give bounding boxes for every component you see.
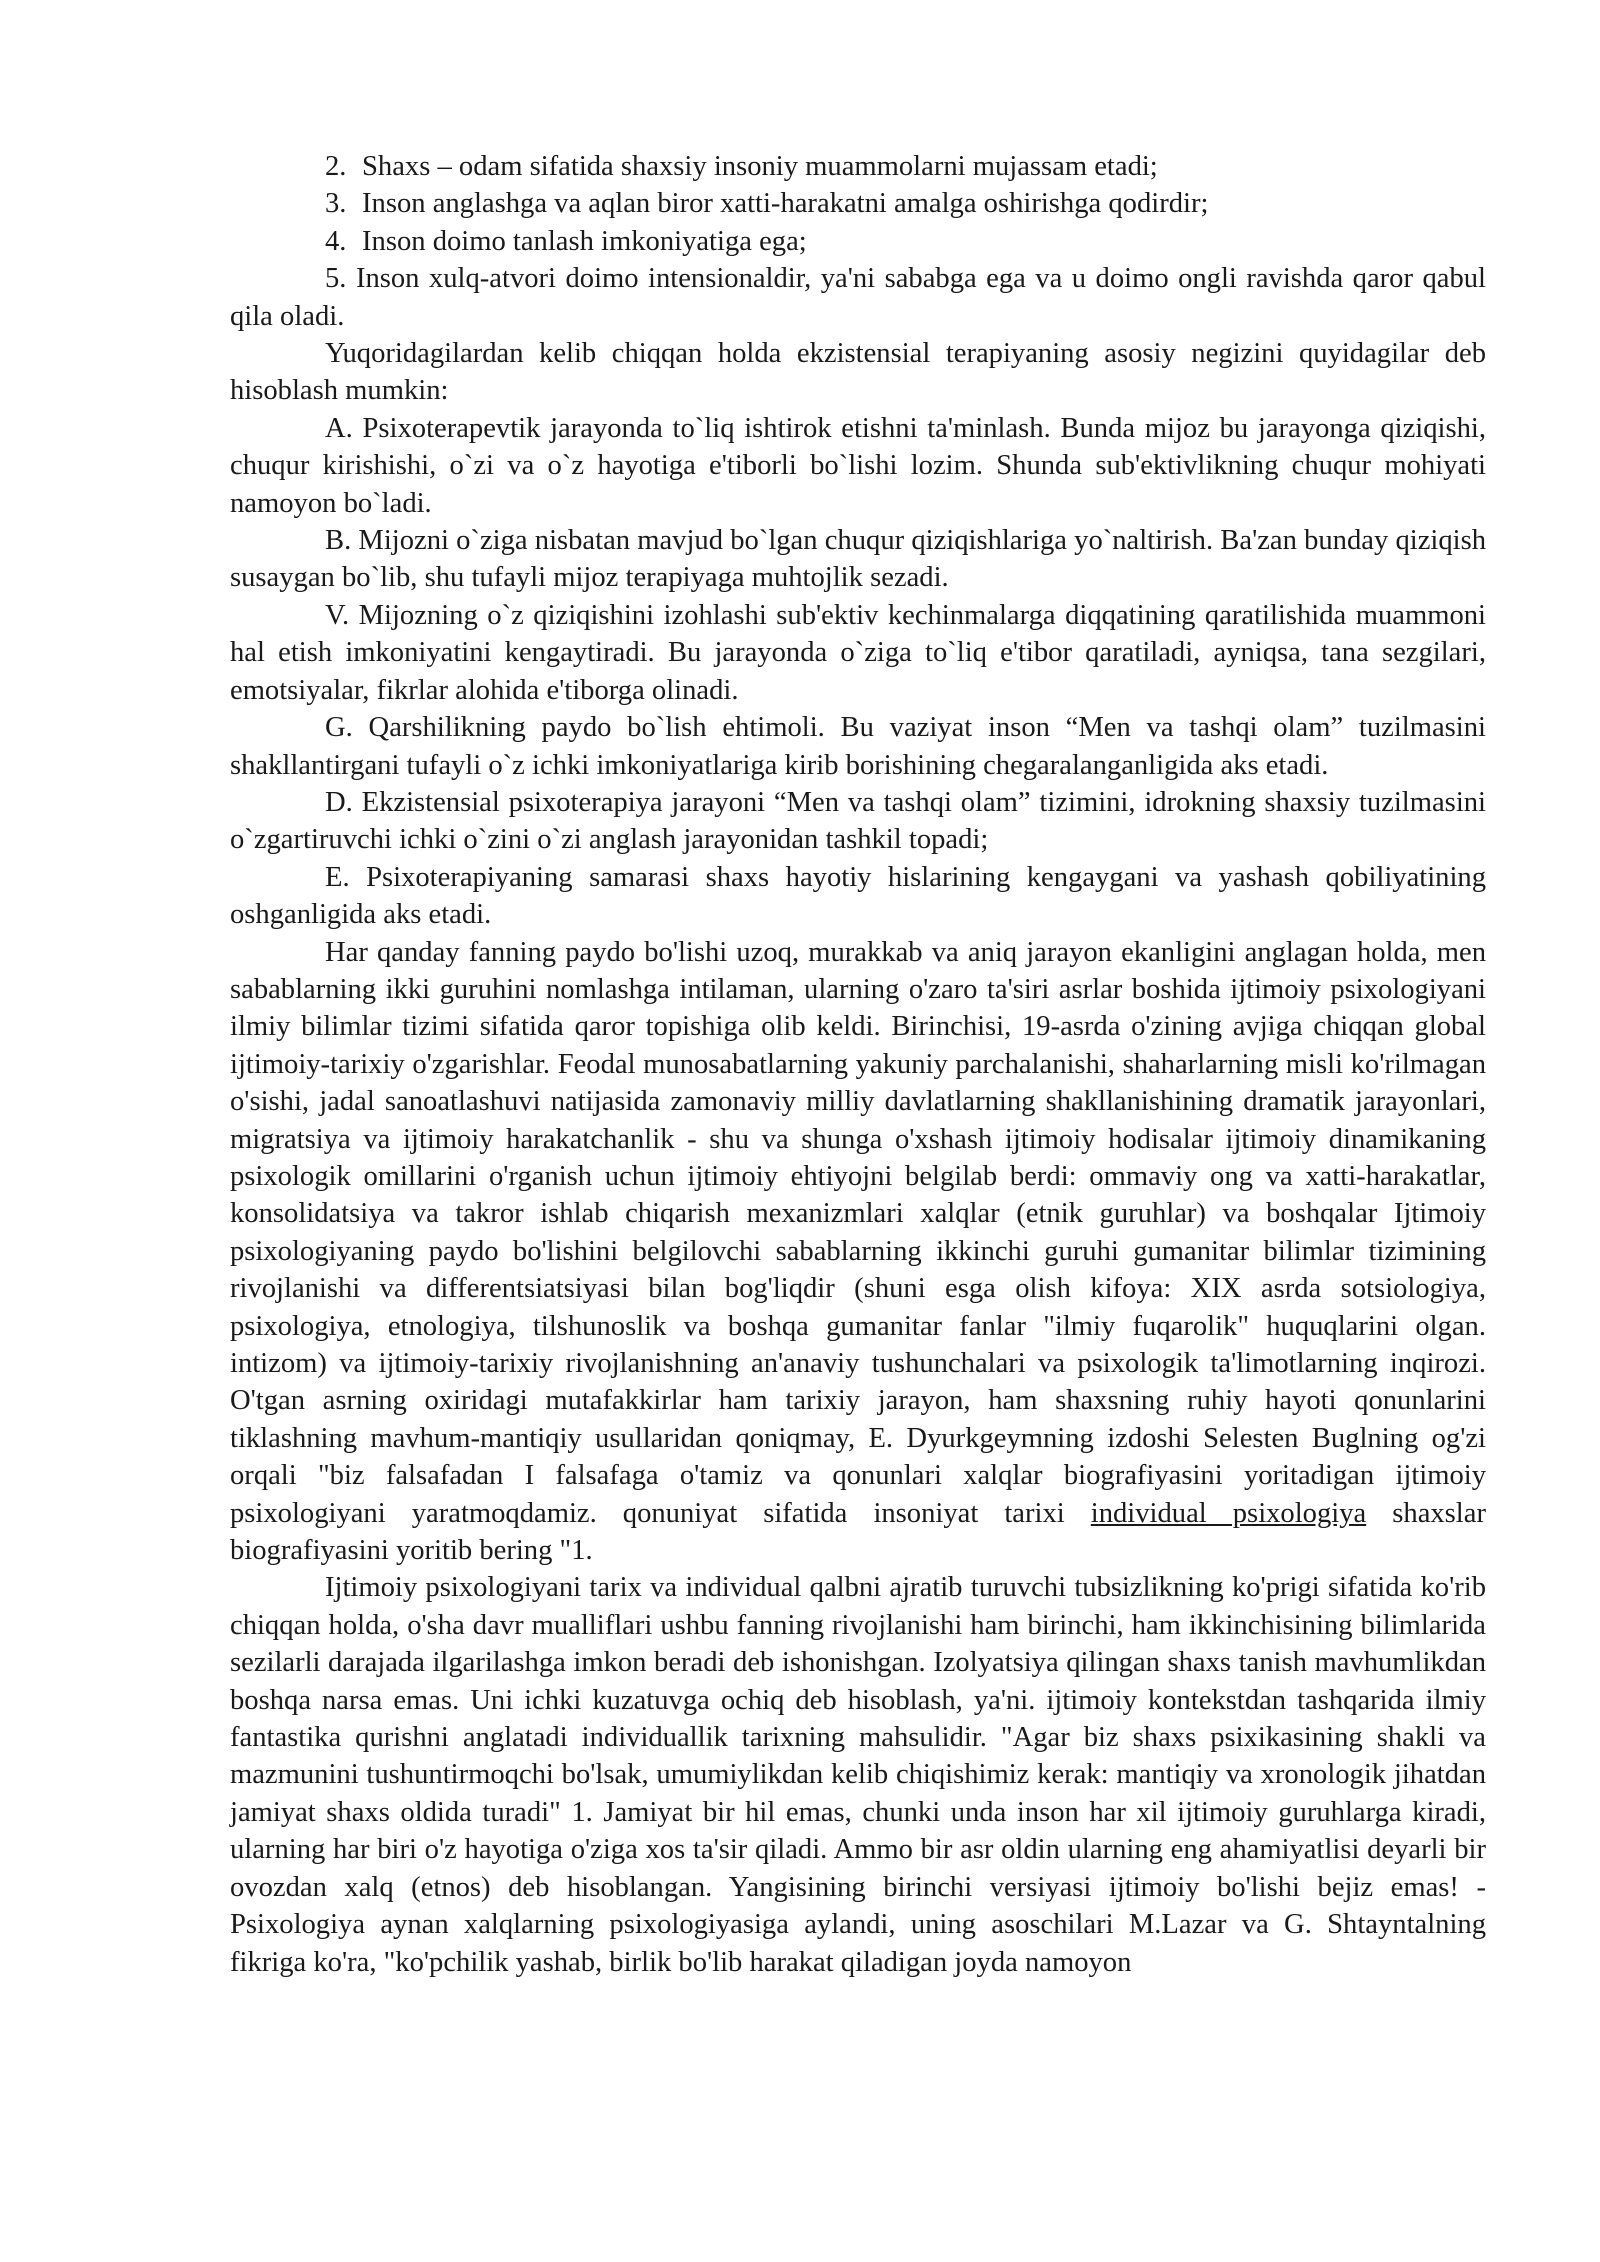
hyperlink-individual-psixologiya[interactable]: individual psixologiya [1090, 1497, 1367, 1529]
paragraph-history [230, 934, 1486, 1570]
paragraph-d: D. Ekzistensial psixoterapiya jarayoni “Men va tashqi olam” tizimini, idrokning shaxsiy tuzilmasini o`zgartiruvchi ichki o`zini o`zi anglash jarayonidan tashkil topadi; [230, 786, 1486, 856]
paragraph-a: A. Psixoterapevtik jarayonda to`liq ishtirok etishni ta'minlash. Bunda mijoz bu jarayonga qiziqishi, chuqur kirishishi, o`zi va o`z hayotiga e'tiborli bo`lishi lozim. Shunda sub'ektivlikning chuqur mohiyati namoyon bo`ladi. [230, 412, 1486, 519]
list-number: 4. [325, 225, 347, 257]
paragraph-text: Har qanday fanning paydo bo'lishi uzoq, murakkab va aniq jarayon ekanligini anglagan holda, men sabablarning ikki guruhini nomlashga intilaman, ularning o'zaro ta'siri asrlar boshida ijtimoiy psixologiyani ilmiy bilimlar tizimi sifatida qaror topishiga olib keldi. Birinchisi, 19-asrda o'zining avjiga chiqqan global ijtimoiy-tarixiy o'zgarishlar. Feodal munosabatlarning yakuniy parchalanishi, shaharlarning misli ko'rilmagan o'sishi, jadal sanoatlashuvi natijasida zamonaviy milliy davlatlarning shakllanishining dramatik jarayonlari, migratsiya va ijtimoiy harakatchanlik - shu va shunga o'xshash ijtimoiy hodisalar ijtimoiy dinamikaning psixologik omillarini o'rganish uchun ijtimoiy ehtiyojni belgilab berdi: ommaviy ong va xatti-harakatlar, konsolidatsiya va takror ishlab chiqarish mexanizmlari xalqlar (etnik guruhlar) va boshqalar Ijtimoiy psixologiyaning paydo bo'lishini belgilovchi sabablarning ikkinchi guruhi gumanitar bilimlar tizimining rivojlanishi va differentsiatsiyasi bilan bog'liqdir (shuni esga olish kifoya: XIX asrda sotsiologiya, psixologiya, etnologiya, tilshunoslik va boshqa gumanitar fanlar "ilmiy fuqarolik" huquqlarini olgan. intizom) va ijtimoiy-tarixiy rivojlanishning an'anaviy tushunchalari va psixologik ta'limotlarning inqirozi. O'tgan asrning oxiridagi mutafakkirlar ham tarixiy jarayon, ham shaxsning ruhiy hayoti qonunlarini tiklashning mavhum-mantiqiy usullaridan qoniqmay, E. Dyurkgeymning izdoshi Selesten Buglning og'zi orqali "biz falsafadan I falsafaga o'tamiz va qonunlari xalqlar biografiyasini yoritadigan ijtimoiy psixologiyani yaratmoqdamiz. qonuniyat sifatida insoniyat tarixi [230, 936, 1486, 1529]
paragraph-text: shaxslar biografiyasini yoritib bering "1. [230, 1497, 1486, 1567]
list-item-2 [230, 148, 1486, 185]
list-item-3 [230, 185, 1486, 222]
list-text: Shaxs – odam sifatida shaxsiy insoniy muammolarni mujassam etadi; [362, 151, 1158, 182]
paragraph-intro: Yuqoridagilardan kelib chiqqan holda ekzistensial terapiyaning asosiy negizini quyidagilar deb hisoblash mumkin: [230, 338, 1486, 407]
list-text: Inson xulq-atvori doimo intensionaldir, ya'ni sababga ega va u doimo ongli ravishda qaror qabul qila oladi. [230, 263, 1486, 332]
list-number: 5. [325, 263, 347, 295]
list-text: Inson doimo tanlash imkoniyatiga ega; [362, 225, 807, 257]
document-page [230, 148, 1486, 1981]
paragraph-social-psychology: Ijtimoiy psixologiyani tarix va individual qalbni ajratib turuvchi tubsizlikning ko'prigi sifatida ko'rib chiqqan holda, o'sha davr mualliflari ushbu fanning rivojlanishi ham birinchi, ham ikkinchisining bilimlarida sezilarli darajada ilgarilashga imkon beradi deb ishonishgan. Izolyatsiya qilingan shaxs tanish mavhumlikdan boshqa narsa emas. Uni ichki kuzatuvga ochiq deb hisoblash, ya'ni. ijtimoiy kontekstdan tashqarida ilmiy fantastika qurishni anglatadi individuallik tarixning mahsulidir. "Agar biz shaxs psixikasining shakli va mazmunini tushuntirmoqchi bo'lsak, umumiylikdan kelib chiqishimiz kerak: mantiqiy va xronologik jihatdan jamiyat shaxs oldida turadi" 1. Jamiyat bir hil emas, chunki unda inson har xil ijtimoiy guruhlarga kiradi, ularning har biri o'z hayotiga o'ziga xos ta'sir qiladi. Ammo bir asr oldin ularning eng ahamiyatlisi deyarli bir ovozdan xalq (etnos) deb hisoblangan. Yangisining birinchi versiyasi ijtimoiy bo'lishi bejiz emas! - Psixologiya aynan xalqlarning psixologiyasiga aylandi, uning asoschilari M.Lazar va G. Shtayntalning fikriga ko'ra, "ko'pchilik yashab, birlik bo'lib harakat qiladigan joyda namoyon [230, 1572, 1486, 1978]
paragraph-b: B. Mijozni o`ziga nisbatan mavjud bo`lgan chuqur qiziqishlariga yo`naltirish. Ba'zan bunday qiziqish susaygan bo`lib, shu tufayli mijoz terapiyaga muhtojlik sezadi. [230, 525, 1486, 594]
list-text: Inson anglashga va aqlan biror xatti-harakatni amalga oshirishga qodirdir; [362, 188, 1209, 220]
list-number: 2. [325, 151, 347, 182]
list-number: 3. [325, 188, 347, 220]
paragraph-v: V. Mijozning o`z qiziqishini izohlashi sub'ektiv kechinmalarga diqqatining qaratilishida muammoni hal etish imkoniyatini kengaytiradi. Bu jarayonda o`ziga to`liq e'tibor qaratiladi, ayniqsa, tana sezgilari, emotsiyalar, fikrlar alohida e'tiborga olinadi. [230, 599, 1486, 706]
paragraph-e: E. Psixoterapiyaning samarasi shaxs hayotiy hislarining kengaygani va yashash qobiliyatining oshganligida aks etadi. [230, 861, 1486, 931]
paragraph-g: G. Qarshilikning paydo bo`lish ehtimoli. Bu vaziyat inson “Men va tashqi olam” tuzilmasini shakllantirgani tufayli o`z ichki imkoniyatlariga kirib borishining chegaralanganligida aks etadi. [230, 712, 1486, 781]
list-item-4 [230, 223, 1486, 260]
list-item-5 [230, 260, 1486, 335]
